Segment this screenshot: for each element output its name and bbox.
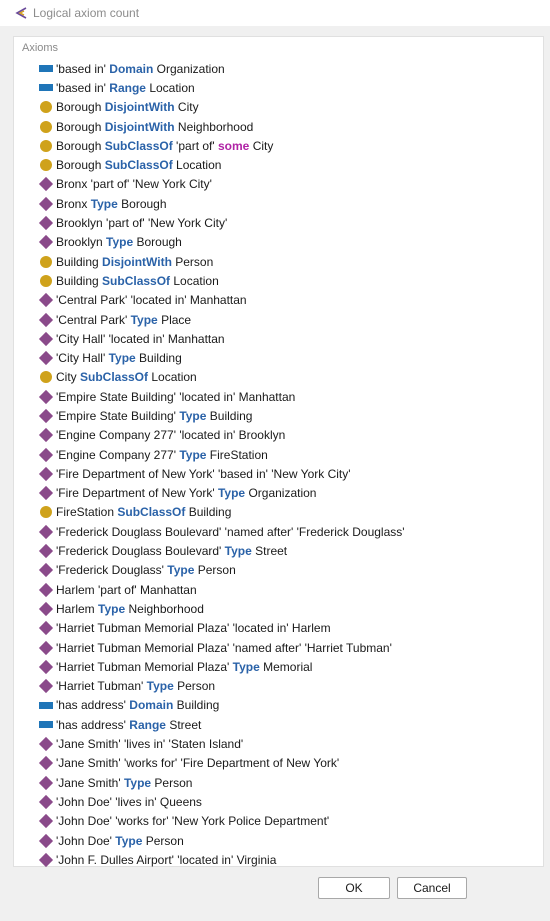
protege-app-icon <box>14 6 28 20</box>
axiom-row[interactable] <box>39 464 539 483</box>
axiom-quantifier: some <box>218 138 250 153</box>
axiom-row[interactable] <box>39 657 539 676</box>
axiom-text: 'Engine Company 277' <box>56 447 180 462</box>
ok-button[interactable]: OK <box>318 877 390 899</box>
axiom-row[interactable] <box>39 541 539 560</box>
axioms-panel-header: Axioms <box>22 42 59 54</box>
axiom-text: 'Jane Smith' 'lives in' 'Staten Island' <box>56 737 244 752</box>
axiom-text: Borough <box>56 158 105 173</box>
axiom-keyword: Type <box>106 235 134 250</box>
axiom-text: Bronx 'part of' 'New York City' <box>56 177 212 192</box>
axiom-text: Building <box>135 351 182 366</box>
axiom-row[interactable] <box>39 503 539 522</box>
axiom-keyword: SubClassOf <box>117 505 186 520</box>
axiom-keyword: Type <box>217 486 246 501</box>
axiom-text: Building <box>56 254 103 269</box>
axiom-text: City <box>174 100 199 115</box>
axiom-text: Place <box>157 312 192 327</box>
axiom-row[interactable] <box>39 348 539 367</box>
axiom-text: 'part of' <box>172 138 218 153</box>
axiom-row[interactable] <box>39 78 539 97</box>
axiom-row[interactable] <box>39 850 539 869</box>
axiom-text: Borough <box>133 235 182 250</box>
individual-icon <box>39 660 53 674</box>
individual-icon <box>39 853 53 867</box>
axiom-text: Borough <box>56 119 105 134</box>
class-icon <box>40 140 52 152</box>
axiom-row[interactable] <box>39 715 539 734</box>
axiom-text: 'based in' <box>56 80 110 95</box>
axiom-keyword: DisjointWith <box>104 119 175 134</box>
axiom-row[interactable] <box>39 812 539 831</box>
axiom-row[interactable] <box>39 677 539 696</box>
individual-icon <box>39 833 53 847</box>
axiom-text: 'John Doe' 'works for' 'New York Police Department' <box>56 814 330 829</box>
axiom-text: 'Central Park' <box>56 312 131 327</box>
axiom-text: 'City Hall' 'located in' Manhattan <box>56 331 225 346</box>
axiom-text: 'has address' <box>56 698 130 713</box>
axiom-keyword: Domain <box>129 698 174 713</box>
individual-icon <box>39 602 53 616</box>
axiom-text: Borough <box>56 138 105 153</box>
axiom-text: Building <box>56 273 103 288</box>
axiom-row[interactable] <box>39 619 539 638</box>
axiom-keyword: Type <box>167 563 195 578</box>
individual-icon <box>39 467 53 481</box>
individual-icon <box>39 197 53 211</box>
axiom-list <box>39 59 539 869</box>
individual-icon <box>39 293 53 307</box>
axiom-text: Person <box>142 833 184 848</box>
axiom-keyword: Type <box>146 679 174 694</box>
axiom-text: Brooklyn <box>56 235 107 250</box>
property-icon <box>39 84 53 91</box>
individual-icon <box>39 390 53 404</box>
axiom-text: 'Harriet Tubman Memorial Plaza' <box>56 659 233 674</box>
axiom-row[interactable] <box>39 426 539 445</box>
axiom-row[interactable] <box>39 831 539 850</box>
axiom-text: Borough <box>117 196 167 211</box>
axiom-keyword: Type <box>108 351 136 366</box>
axiom-text: 'Fire Department of New York' 'based in' 'New York City' <box>56 466 351 481</box>
axiom-keyword: DisjointWith <box>102 254 172 269</box>
axiom-text: 'Empire State Building' 'located in' Manhattan <box>56 389 296 404</box>
axiom-keyword: DisjointWith <box>104 100 175 115</box>
class-icon <box>40 371 52 383</box>
axiom-keyword: Type <box>224 544 252 559</box>
axiom-row[interactable] <box>39 445 539 464</box>
individual-icon <box>39 448 53 462</box>
individual-icon <box>39 737 53 751</box>
axiom-text: Street <box>251 544 288 559</box>
axiom-text: 'Jane Smith' <box>56 775 124 790</box>
axiom-row[interactable] <box>39 734 539 753</box>
axiom-keyword: SubClassOf <box>102 273 171 288</box>
axiom-row[interactable] <box>39 291 539 310</box>
axiom-keyword: SubClassOf <box>80 370 149 385</box>
axiom-keyword: Type <box>115 833 143 848</box>
class-icon <box>40 121 52 133</box>
axiom-text: Location <box>172 158 222 173</box>
property-icon <box>39 702 53 709</box>
axiom-row[interactable] <box>39 638 539 657</box>
axiom-text: 'City Hall' <box>56 351 109 366</box>
axiom-text: Person <box>151 775 193 790</box>
individual-icon <box>39 312 53 326</box>
axiom-row[interactable] <box>39 194 539 213</box>
axiom-text: Bronx <box>56 196 91 211</box>
axiom-row[interactable] <box>39 117 539 136</box>
individual-icon <box>39 216 53 230</box>
axiom-text: Street <box>165 717 202 732</box>
individual-icon <box>39 621 53 635</box>
axiom-row[interactable] <box>39 599 539 618</box>
axiom-text: FireStation <box>206 447 268 462</box>
axiom-text: Location <box>148 370 197 385</box>
individual-icon <box>39 679 53 693</box>
individual-icon <box>39 776 53 790</box>
axiom-text: Harlem 'part of' Manhattan <box>56 582 197 597</box>
axiom-text: Neighborhood <box>125 601 204 616</box>
axiom-keyword: Type <box>90 196 118 211</box>
axiom-text: 'Engine Company 277' 'located in' Brooklyn <box>56 428 286 443</box>
property-icon <box>39 721 53 728</box>
individual-icon <box>39 409 53 423</box>
axiom-text: Organization <box>245 486 317 501</box>
axiom-text: 'Frederick Douglass Boulevard' <box>56 544 225 559</box>
axiom-text: Location <box>170 273 219 288</box>
axiom-row[interactable] <box>39 522 539 541</box>
axiom-text: 'Jane Smith' 'works for' 'Fire Department of New York' <box>56 756 340 771</box>
axiom-row[interactable] <box>39 773 539 792</box>
axiom-keyword: Range <box>129 717 166 732</box>
axiom-keyword: SubClassOf <box>104 138 173 153</box>
individual-icon <box>39 351 53 365</box>
axiom-text: Person <box>194 563 236 578</box>
individual-icon <box>39 332 53 346</box>
axiom-text: Neighborhood <box>174 119 254 134</box>
axiom-row[interactable] <box>39 561 539 580</box>
title-bar <box>0 0 550 26</box>
axiom-text: Person <box>173 679 216 694</box>
class-icon <box>40 506 52 518</box>
class-icon <box>40 275 52 287</box>
axiom-text: 'Central Park' 'located in' Manhattan <box>56 293 247 308</box>
axiom-text: 'Harriet Tubman Memorial Plaza' 'named after' 'Harriet Tubman' <box>56 640 392 655</box>
axiom-row[interactable] <box>39 406 539 425</box>
axiom-keyword: Type <box>179 447 207 462</box>
axiom-row[interactable] <box>39 98 539 117</box>
axiom-text: 'based in' <box>56 61 110 76</box>
axiom-text: 'has address' <box>56 717 130 732</box>
axiom-row[interactable] <box>39 792 539 811</box>
axiom-text: Building <box>206 408 253 423</box>
axiom-text: FireStation <box>56 505 118 520</box>
individual-icon <box>39 814 53 828</box>
axiom-text: Building <box>185 505 232 520</box>
axiom-text: Borough <box>56 100 105 115</box>
axiom-text: 'John Doe' <box>56 833 116 848</box>
axiom-text: 'Empire State Building' <box>56 408 180 423</box>
axiom-text: 'Fire Department of New York' <box>56 486 218 501</box>
axiom-text: Location <box>145 80 195 95</box>
axiom-text: City <box>56 370 80 385</box>
axiom-row[interactable] <box>39 213 539 232</box>
axiom-text: Person <box>171 254 214 269</box>
individual-icon <box>39 640 53 654</box>
individual-icon <box>39 525 53 539</box>
axiom-row[interactable] <box>39 155 539 174</box>
axiom-keyword: Type <box>98 601 126 616</box>
axiom-row[interactable] <box>39 696 539 715</box>
axiom-row[interactable] <box>39 271 539 290</box>
axiom-text: Organization <box>153 61 225 76</box>
axiom-keyword: Domain <box>109 61 154 76</box>
axiom-row[interactable] <box>39 310 539 329</box>
axiom-text: Building <box>173 698 220 713</box>
axiom-text: Brooklyn 'part of' 'New York City' <box>56 216 228 231</box>
axiom-row[interactable] <box>39 754 539 773</box>
axioms-panel <box>13 36 544 867</box>
class-icon <box>40 101 52 113</box>
axiom-keyword: Type <box>123 775 152 790</box>
axiom-keyword: Type <box>232 659 260 674</box>
axiom-row[interactable] <box>39 368 539 387</box>
axiom-row[interactable] <box>39 233 539 252</box>
individual-icon <box>39 544 53 558</box>
axiom-text: 'John F. Dulles Airport' 'located in' Virginia <box>56 852 277 867</box>
individual-icon <box>39 428 53 442</box>
axiom-row[interactable] <box>39 387 539 406</box>
axiom-keyword: Range <box>109 80 146 95</box>
cancel-button[interactable]: Cancel <box>397 877 467 899</box>
axiom-text: City <box>249 138 274 153</box>
axiom-keyword: Type <box>130 312 158 327</box>
axiom-text: Memorial <box>259 659 313 674</box>
axiom-row[interactable] <box>39 484 539 503</box>
axiom-row[interactable] <box>39 329 539 348</box>
axiom-text: 'John Doe' 'lives in' Queens <box>56 794 202 809</box>
individual-icon <box>39 583 53 597</box>
axiom-keyword: SubClassOf <box>104 158 173 173</box>
class-icon <box>40 159 52 171</box>
axiom-text: 'Frederick Douglass' <box>56 563 168 578</box>
axiom-row[interactable] <box>39 136 539 155</box>
axiom-row[interactable] <box>39 175 539 194</box>
individual-icon <box>39 235 53 249</box>
individual-icon <box>39 177 53 191</box>
axiom-text: Harlem <box>56 601 99 616</box>
axiom-text: 'Harriet Tubman Memorial Plaza' 'located in' Harlem <box>56 621 331 636</box>
individual-icon <box>39 795 53 809</box>
class-icon <box>40 256 52 268</box>
property-icon <box>39 65 53 72</box>
individual-icon <box>39 756 53 770</box>
axiom-keyword: Type <box>179 408 207 423</box>
window-title: Logical axiom count <box>33 6 140 20</box>
axiom-row[interactable] <box>39 59 539 78</box>
individual-icon <box>39 486 53 500</box>
individual-icon <box>39 563 53 577</box>
axiom-row[interactable] <box>39 252 539 271</box>
axiom-text: 'Frederick Douglass Boulevard' 'named after' 'Frederick Douglass' <box>56 524 405 539</box>
axiom-text: 'Harriet Tubman' <box>56 679 147 694</box>
axiom-row[interactable] <box>39 580 539 599</box>
